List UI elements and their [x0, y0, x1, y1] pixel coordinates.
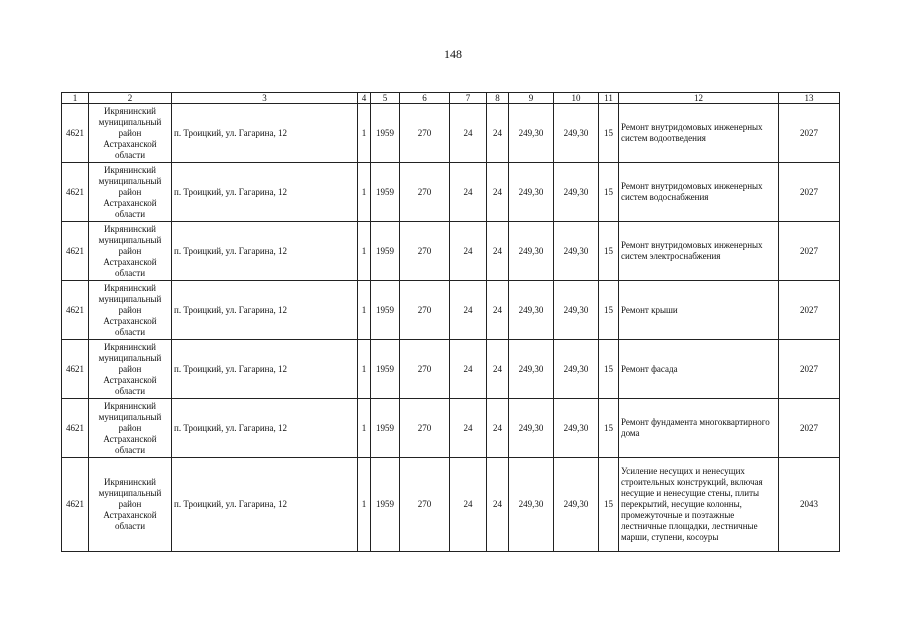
- municipality-cell: Икрянинский муниципальный район Астраханской области: [89, 281, 172, 340]
- municipality-cell: Икрянинский муниципальный район Астраханской области: [89, 222, 172, 281]
- year-cell: 1959: [371, 340, 400, 399]
- address-cell: п. Троицкий, ул. Гагарина, 12: [172, 399, 358, 458]
- table-row: [62, 104, 840, 163]
- municipality-cell: Икрянинский муниципальный район Астраханской области: [89, 163, 172, 222]
- address-cell: п. Троицкий, ул. Гагарина, 12: [172, 458, 358, 552]
- column-header: 7: [450, 93, 487, 104]
- row-id-cell: 4621: [62, 104, 89, 163]
- column-header: 9: [509, 93, 554, 104]
- col8-cell: 24: [487, 222, 509, 281]
- col6-cell: 270: [400, 104, 450, 163]
- col11-cell: 15: [599, 281, 619, 340]
- row-id-cell: 4621: [62, 163, 89, 222]
- col7-cell: 24: [450, 222, 487, 281]
- col8-cell: 24: [487, 340, 509, 399]
- work-type-cell: Ремонт внутридомовых инженерных систем водоотведения: [619, 104, 779, 163]
- col7-cell: 24: [450, 340, 487, 399]
- col11-cell: 15: [599, 104, 619, 163]
- year-cell: 1959: [371, 281, 400, 340]
- col11-cell: 15: [599, 458, 619, 552]
- column-header: 8: [487, 93, 509, 104]
- address-cell: п. Троицкий, ул. Гагарина, 12: [172, 104, 358, 163]
- year-cell: 1959: [371, 222, 400, 281]
- area-cell: 249,30: [509, 340, 554, 399]
- column-header: 1: [62, 93, 89, 104]
- area2-cell: 249,30: [554, 222, 599, 281]
- address-cell: п. Троицкий, ул. Гагарина, 12: [172, 340, 358, 399]
- col4-cell: 1: [358, 281, 371, 340]
- row-id-cell: 4621: [62, 399, 89, 458]
- work-type-cell: Ремонт внутридомовых инженерных систем электроснабжения: [619, 222, 779, 281]
- column-header: 12: [619, 93, 779, 104]
- col6-cell: 270: [400, 399, 450, 458]
- area2-cell: 249,30: [554, 104, 599, 163]
- column-header: 2: [89, 93, 172, 104]
- municipality-cell: Икрянинский муниципальный район Астраханской области: [89, 104, 172, 163]
- col4-cell: 1: [358, 399, 371, 458]
- column-header: 6: [400, 93, 450, 104]
- col7-cell: 24: [450, 399, 487, 458]
- area-cell: 249,30: [509, 163, 554, 222]
- target-year-cell: 2027: [779, 104, 840, 163]
- address-cell: п. Троицкий, ул. Гагарина, 12: [172, 281, 358, 340]
- col4-cell: 1: [358, 104, 371, 163]
- col4-cell: 1: [358, 340, 371, 399]
- municipality-cell: Икрянинский муниципальный район Астраханской области: [89, 399, 172, 458]
- target-year-cell: 2027: [779, 163, 840, 222]
- target-year-cell: 2027: [779, 399, 840, 458]
- column-header: 10: [554, 93, 599, 104]
- table-row: [62, 458, 840, 552]
- col6-cell: 270: [400, 340, 450, 399]
- work-type-cell: Усиление несущих и ненесущих строительных конструкций, включая несущие и ненесущие стены, плиты перекрытий, несущие колонны, промежуточные и поэтажные лестничные площадки, лестничные марши, ступени, косоуры: [619, 458, 779, 552]
- col6-cell: 270: [400, 458, 450, 552]
- col6-cell: 270: [400, 281, 450, 340]
- year-cell: 1959: [371, 163, 400, 222]
- area-cell: 249,30: [509, 281, 554, 340]
- col8-cell: 24: [487, 163, 509, 222]
- year-cell: 1959: [371, 399, 400, 458]
- column-header: 13: [779, 93, 840, 104]
- address-cell: п. Троицкий, ул. Гагарина, 12: [172, 222, 358, 281]
- header-row: [62, 93, 840, 104]
- table-body: [62, 104, 840, 552]
- table-row: [62, 222, 840, 281]
- row-id-cell: 4621: [62, 281, 89, 340]
- work-type-cell: Ремонт крыши: [619, 281, 779, 340]
- year-cell: 1959: [371, 104, 400, 163]
- col6-cell: 270: [400, 163, 450, 222]
- municipality-cell: Икрянинский муниципальный район Астраханской области: [89, 458, 172, 552]
- year-cell: 1959: [371, 458, 400, 552]
- area2-cell: 249,30: [554, 399, 599, 458]
- work-type-cell: Ремонт фасада: [619, 340, 779, 399]
- target-year-cell: 2043: [779, 458, 840, 552]
- area2-cell: 249,30: [554, 340, 599, 399]
- col6-cell: 270: [400, 222, 450, 281]
- column-header: 3: [172, 93, 358, 104]
- col11-cell: 15: [599, 340, 619, 399]
- address-cell: п. Троицкий, ул. Гагарина, 12: [172, 163, 358, 222]
- registry-table: [61, 92, 840, 552]
- row-id-cell: 4621: [62, 340, 89, 399]
- area2-cell: 249,30: [554, 281, 599, 340]
- col8-cell: 24: [487, 104, 509, 163]
- target-year-cell: 2027: [779, 222, 840, 281]
- area-cell: 249,30: [509, 104, 554, 163]
- col7-cell: 24: [450, 281, 487, 340]
- col7-cell: 24: [450, 163, 487, 222]
- table-row: [62, 163, 840, 222]
- col8-cell: 24: [487, 458, 509, 552]
- table-row: [62, 340, 840, 399]
- table-row: [62, 281, 840, 340]
- area-cell: 249,30: [509, 399, 554, 458]
- area-cell: 249,30: [509, 458, 554, 552]
- col4-cell: 1: [358, 222, 371, 281]
- column-header: 11: [599, 93, 619, 104]
- area2-cell: 249,30: [554, 163, 599, 222]
- work-type-cell: Ремонт фундамента многоквартирного дома: [619, 399, 779, 458]
- col8-cell: 24: [487, 281, 509, 340]
- column-header: 5: [371, 93, 400, 104]
- column-header: 4: [358, 93, 371, 104]
- col8-cell: 24: [487, 399, 509, 458]
- col11-cell: 15: [599, 163, 619, 222]
- page-number: 148: [444, 47, 462, 61]
- work-type-cell: Ремонт внутридомовых инженерных систем водоснабжения: [619, 163, 779, 222]
- row-id-cell: 4621: [62, 222, 89, 281]
- row-id-cell: 4621: [62, 458, 89, 552]
- table-row: [62, 399, 840, 458]
- col11-cell: 15: [599, 222, 619, 281]
- target-year-cell: 2027: [779, 281, 840, 340]
- area2-cell: 249,30: [554, 458, 599, 552]
- area-cell: 249,30: [509, 222, 554, 281]
- col4-cell: 1: [358, 458, 371, 552]
- col11-cell: 15: [599, 399, 619, 458]
- col7-cell: 24: [450, 458, 487, 552]
- col7-cell: 24: [450, 104, 487, 163]
- municipality-cell: Икрянинский муниципальный район Астраханской области: [89, 340, 172, 399]
- target-year-cell: 2027: [779, 340, 840, 399]
- col4-cell: 1: [358, 163, 371, 222]
